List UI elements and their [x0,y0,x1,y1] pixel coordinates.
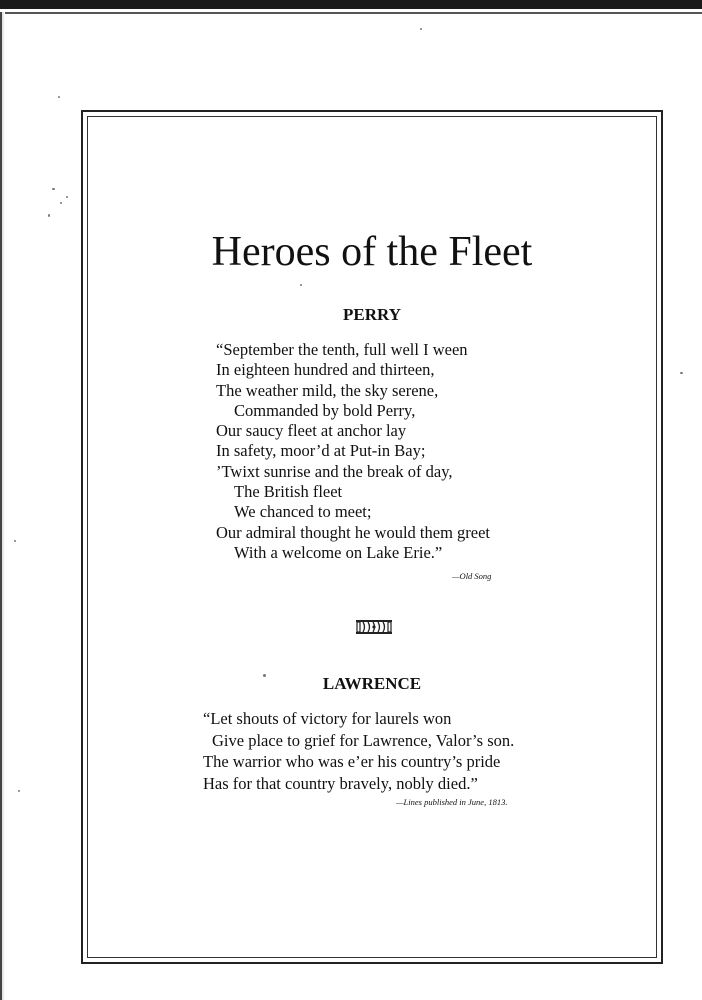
poem-line: In eighteen hundred and thirteen, [216,360,435,380]
poem-line: The weather mild, the sky serene, [216,380,439,400]
poem-line: ’Twixt sunrise and the break of day, [216,461,453,481]
poem-line: Give place to grief for Lawrence, Valor’s son. [212,730,515,750]
poem-lawrence [203,708,514,794]
poem-line: “September the tenth, full well I ween [216,340,468,359]
poem-line: Our admiral thought he would them greet [216,522,491,542]
poem-line: In safety, moor’d at Put-in Bay; [216,441,426,461]
scan-border-thin [0,12,702,14]
section-heading-perry: PERRY [343,305,401,324]
poem-line: The warrior who was e’er his country’s pride [203,752,501,771]
poem-line: We chanced to meet; [234,502,372,522]
poem-line: Our saucy fleet at anchor lay [216,421,407,441]
scan-border-left [0,12,5,1000]
section-heading-lawrence: LAWRENCE [322,674,422,693]
poem-line: Has for that country bravely, nobly died.” [203,773,478,793]
poem-line: “Let shouts of victory for laurels won [203,709,452,728]
page-title: Heroes of the Fleet [211,229,533,275]
attribution-lawrence: —Lines published in June, 1813. [396,797,508,807]
scan-border-top [0,0,702,9]
poem-line: Commanded by bold Perry, [234,400,416,420]
attribution-perry: —Old Song [452,571,492,581]
poem-line: With a welcome on Lake Erie.” [234,542,443,562]
decorative-fleuron-icon [355,618,393,636]
poem-line: The British fleet [234,482,343,502]
poem-perry [216,340,490,563]
